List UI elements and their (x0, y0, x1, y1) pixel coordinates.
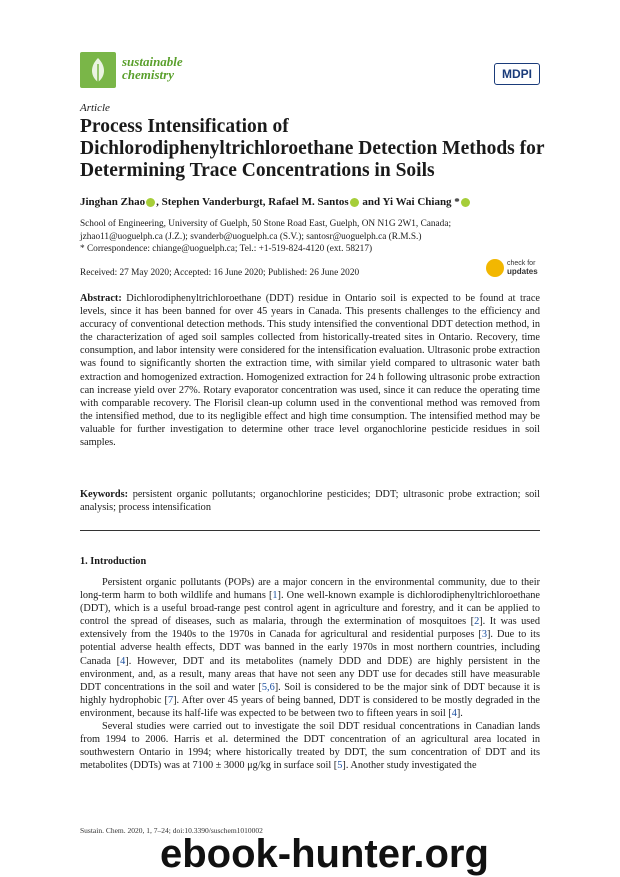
journal-logo (80, 52, 200, 94)
citation-link[interactable]: 5 (337, 760, 343, 772)
citation-link[interactable]: 4 (451, 707, 457, 719)
orcid-icon[interactable] (350, 198, 359, 207)
orcid-icon[interactable] (461, 198, 470, 207)
citation-link[interactable]: 1 (272, 590, 278, 602)
leaf-icon (80, 52, 116, 88)
author-name: Jinghan Zhao (80, 196, 146, 208)
divider (80, 530, 540, 531)
abstract-text: Dichlorodiphenyltrichloroethane (DDT) residue in Ontario soil is expected to be found at trace levels, since it has been banned for over 45 years in Canada. This presents challenges to the efficiency and accuracy of conventional detection methods. This study intensified the conventional DDT detection method, in the characterization of aged soil samples collected from historically-treated sites in Ontario. Recovery, time consumption, and labor intensity were considered for the intensification evaluation. Ultrasonic probe extraction was found to significantly shorten the extraction time, with similar yield compared to ultrasonic water bath extraction and homogenized extraction. Homogenized extraction for 24 h following ultrasonic probe extraction can increase yield over 27%. Rotary evaporator concentration was used, since it can reduce the operating time with comparable recovery. The Florisil clean-up column used in the conventional method was removed from the intensified method, due to its negligible effect and high time consumption. The intensified method may be valuable for further investigation to determine other trace level organochlorine pesticide residues in soil samples. (80, 293, 540, 449)
journal-name: sustainable chemistry (122, 54, 183, 82)
article-type: Article (80, 102, 110, 114)
publication-dates: Received: 27 May 2020; Accepted: 16 June 2020; Published: 26 June 2020 (80, 268, 360, 278)
keywords-text: persistent organic pollutants; organochlorine pesticides; DDT; ultrasonic probe extraction; soil analysis; process intensification (80, 489, 540, 514)
paragraph: Persistent organic pollutants (POPs) are a major concern in the environmental community, due to their long-term harm to both wildlife and humans [1]. One well-known example is dichlorodiphenyltrichloroethane (DDT), which is a useful broad-range pest control agent in agriculture and forestry, and it can be applied to control the spread of diseases, such as malaria, through the extermination of mosquitoes [2]. It was used extensively from the 1940s to the 1970s in Canada for agricultural and residential purposes [3]. Due to its potential adverse health effects, DDT was banned in the early 1970s in most northern countries, including Canada [4]. However, DDT and its metabolites (namely DDD and DDE) are highly persistent in the environment, and, as a result, many areas that have not seen any DDT use for decades still have measurable DDT concentrations in the soil and water [5,6]. Soil is considered to be the major sink of DDT because it is highly hydrophobic [7]. After over 45 years of being banned, DDT is considered to be mostly degraded in the environment, because its half-life was expected to be between two to fifteen years in soil [4]. (80, 577, 540, 719)
citation-link[interactable]: 7 (167, 694, 174, 706)
publisher-logo: MDPI (494, 63, 540, 85)
email-line: jzhao11@uoguelph.ca (J.Z.); svanderb@uoguelph.ca (S.V.); santosr@uoguelph.ca (R.M.S.) (80, 231, 422, 242)
author-name: and Yi Wai Chiang * (359, 196, 460, 208)
author-name: , Stephen Vanderburgt, Rafael M. Santos (156, 196, 349, 208)
paper-title: Process Intensification of Dichlorodiphenyltrichloroethane Detection Methods for Determining Trace Concentrations in Soils (80, 116, 545, 181)
citation-link[interactable]: 2 (474, 616, 480, 628)
paragraph: Several studies were carried out to investigate the soil DDT residual concentrations in Canadian lands from 1994 to 2006. Harris et al. determined the DDT concentration of an agricultural area located in southwestern Ontario in 1994; where historically treated by DDT, the sum concentration of DDT and its metabolites (DDTs) was at 7100 ± 3000 μg/kg in surface soil [5]. Another study investigated the (80, 721, 540, 772)
watermark: ebook-hunter.org (160, 832, 489, 876)
affiliation-line: School of Engineering, University of Guelph, 50 Stone Road East, Guelph, ON N1G 2W1, Canada; (80, 219, 452, 229)
citation-link[interactable]: 4 (120, 655, 126, 667)
author-list (80, 196, 471, 208)
section-heading: 1. Introduction (80, 556, 147, 567)
correspondence-line: * Correspondence: chiange@uoguelph.ca; Tel.: +1-519-824-4120 (ext. 58217) (80, 244, 373, 254)
keywords-label: Keywords: (80, 489, 129, 500)
introduction-body (80, 576, 540, 772)
page-footer: Sustain. Chem. 2020, 1, 7–24; doi:10.3390/suschem1010002 (80, 826, 263, 835)
check-updates-icon (486, 259, 504, 277)
check-for-updates-badge[interactable]: check for updates (486, 258, 546, 280)
orcid-icon[interactable] (146, 198, 155, 207)
keywords (80, 488, 540, 514)
citation-link[interactable]: 5,6 (261, 681, 275, 693)
abstract-label: Abstract: (80, 293, 122, 304)
affiliation (80, 218, 550, 256)
abstract (80, 292, 540, 449)
citation-link[interactable]: 3 (481, 629, 487, 641)
